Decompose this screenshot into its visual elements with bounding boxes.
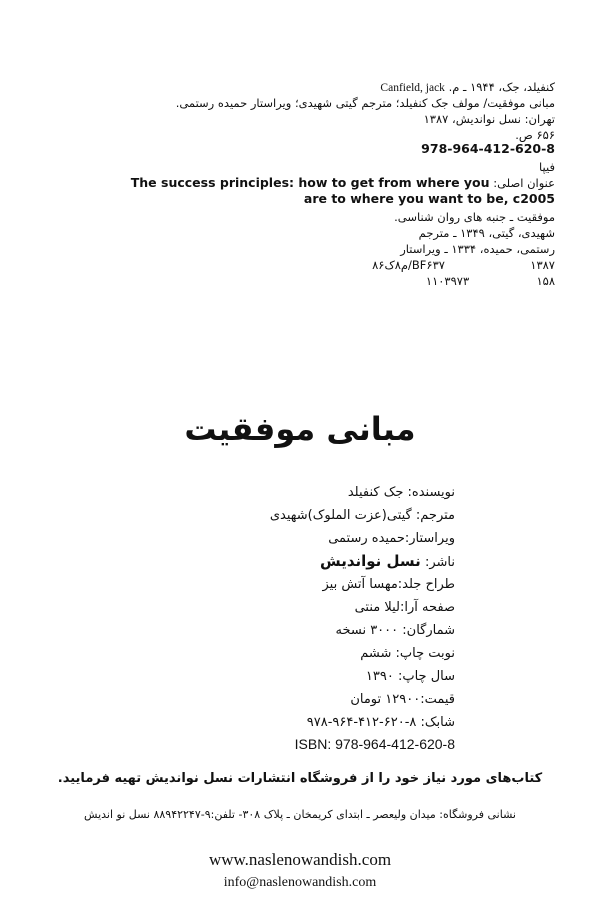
cip-classification-year: ۱۳۸۷	[530, 258, 555, 272]
store-address: نشانی فروشگاه: میدان ولیعصر ـ ابتدای کریمخان ـ پلاک ۳۰۸- تلفن:۹-۸۸۹۴۲۲۴۷ نسل نو اندیش	[84, 808, 516, 821]
credit-price: قیمت:۱۲۹۰۰ تومان	[350, 692, 455, 707]
publisher-name: نسل نواندیش	[320, 552, 421, 570]
cip-author-fa: کنفیلد، جک، ۱۹۴۴ ـ م.	[448, 80, 555, 94]
cip-classification-row-1	[372, 258, 555, 272]
credit-author: نویسنده: جک کنفیلد	[347, 485, 455, 500]
publisher-label: ناشر:	[424, 555, 455, 570]
cip-original-title-label: عنوان اصلی:	[493, 176, 555, 190]
cip-author-en: Canfield, jack	[380, 82, 445, 94]
cip-classification-row-2	[426, 274, 555, 288]
cip-translator-entry: شهیدی، گیتی، ۱۳۴۹ ـ مترجم	[418, 226, 555, 240]
cip-publication-line: تهران: نسل نواندیش، ۱۳۸۷	[423, 112, 555, 126]
credit-print-run: شمارگان: ۳۰۰۰ نسخه	[335, 623, 455, 638]
cip-original-title-line2: are to where you want to be, c2005	[303, 191, 555, 206]
store-notice: کتاب‌های مورد نیاز خود را از فروشگاه انتشارات نسل نواندیش تهیه فرمایید.	[57, 771, 543, 786]
credit-layout: صفحه آرا:لیلا منتی	[354, 600, 455, 615]
email-link[interactable]: info@naslenowandish.com	[223, 875, 377, 890]
credit-cover-designer: طراح جلد:مهسا آتش بیز	[322, 577, 455, 592]
cip-original-title-line1: The success principles: how to get from where you	[130, 175, 490, 190]
credit-edition: نوبت چاپ: ششم	[360, 646, 455, 661]
cip-subject: موفقیت ـ جنبه های روان شناسی.	[394, 210, 555, 224]
cip-original-title	[131, 176, 555, 190]
credit-shabak: شابک: ۸-۶۲۰-۴۱۲-۹۶۴-۹۷۸	[306, 715, 455, 730]
cip-classification-id: ۱۱۰۳۹۷۳	[425, 274, 470, 288]
cip-pages: ۶۵۶ ص.	[515, 128, 555, 142]
cip-classification-num: ۱۵۸	[536, 274, 555, 288]
cip-isbn: 978-964-412-620-8	[421, 141, 555, 156]
cip-editor-entry: رستمی، حمیده، ۱۳۳۴ ـ ویراستار	[400, 242, 555, 256]
book-title: مبانی موفقیت	[184, 410, 416, 448]
credit-isbn: ISBN: 978-964-412-620-8	[294, 736, 455, 752]
credit-publisher	[320, 553, 455, 571]
cip-title-line: مبانی موفقیت/ مولف جک کنفیلد؛ مترجم گیتی شهیدی؛ ویراستار حمیده رستمی.	[175, 96, 555, 110]
cip-fipa: فیپا	[539, 160, 555, 174]
cip-author-line	[380, 80, 555, 95]
credit-print-year: سال چاپ: ۱۳۹۰	[365, 669, 455, 684]
website-link[interactable]: www.naslenowandish.com	[208, 850, 392, 869]
cip-classification-code: BF۶۳۷/م۸ک۸۶	[372, 258, 445, 272]
credit-translator: مترجم: گیتی(عزت الملوک)شهیدی	[269, 508, 455, 523]
credit-editor: ویراستار:حمیده رستمی	[328, 531, 455, 546]
